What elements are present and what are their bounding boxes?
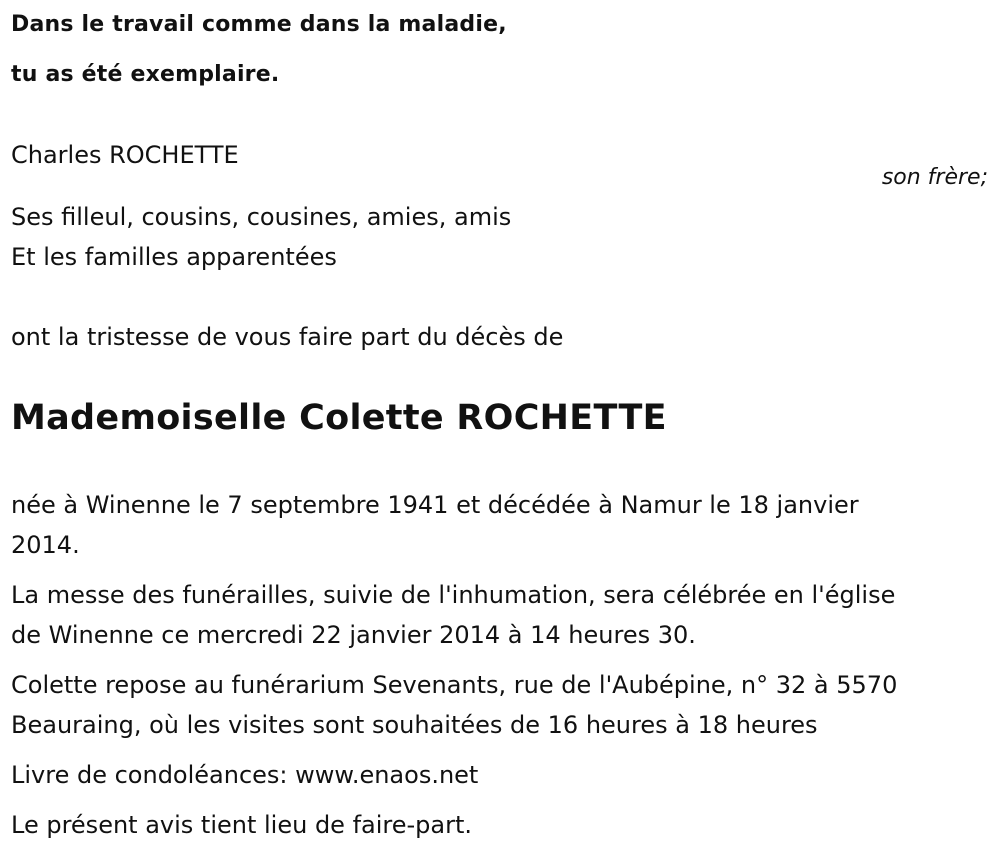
funeral-line-2: de Winenne ce mercredi 22 janvier 2014 à 14 heures 30.: [11, 621, 696, 649]
repose-line-1: Colette repose au funérarium Sevenants, rue de l'Aubépine, n° 32 à 5570: [11, 671, 898, 699]
relatives-line-2: Et les familles apparentées: [11, 243, 337, 271]
funeral-paragraph: [11, 575, 986, 655]
announcement-text: ont la tristesse de vous faire part du décès de: [11, 323, 564, 351]
deceased-name: Mademoiselle Colette ROCHETTE: [11, 398, 667, 438]
relatives-line-1: Ses filleul, cousins, cousines, amies, amis: [11, 203, 512, 231]
funeral-line-1: La messe des funérailles, suivie de l'inhumation, sera célébrée en l'église: [11, 581, 896, 609]
brother-relation: son frère;: [881, 165, 988, 190]
birth-death-line-2: 2014.: [11, 531, 80, 559]
quote-line-1: Dans le travail comme dans la maladie,: [11, 12, 507, 37]
condolences-line: Livre de condoléances: www.enaos.net: [11, 761, 479, 789]
closing-line: Le présent avis tient lieu de faire-part.: [11, 811, 473, 839]
birth-death-line-1: née à Winenne le 7 septembre 1941 et décédée à Namur le 18 janvier: [11, 491, 859, 519]
quote-line-2: tu as été exemplaire.: [11, 62, 280, 87]
repose-paragraph: [11, 665, 986, 745]
brother-name: Charles ROCHETTE: [11, 141, 239, 169]
birth-death-paragraph: [11, 485, 986, 565]
repose-line-2: Beauraing, où les visites sont souhaitées de 16 heures à 18 heures: [11, 711, 818, 739]
